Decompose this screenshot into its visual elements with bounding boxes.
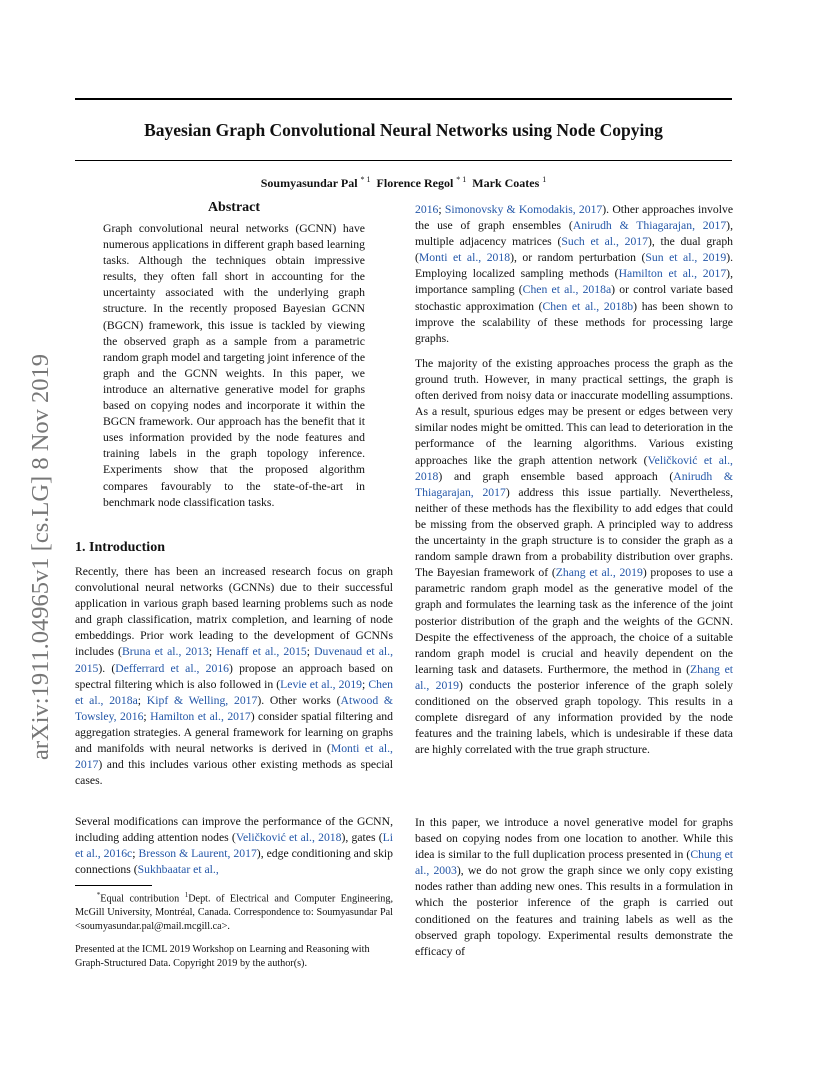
paragraph-text: ). Other works (	[257, 693, 341, 707]
citation-link[interactable]: Chung et al., 2003	[415, 848, 734, 878]
citation-link[interactable]: Atwood & Towsley, 2016	[75, 693, 394, 723]
paragraph-text: Several modifications can improve the performance of the GCNN, including adding attention nodes (	[75, 815, 393, 845]
citation-link[interactable]: Bresson & Laurent, 2017	[138, 847, 257, 861]
paragraph-text: ) conducts the posterior inference of the graph solely conditioned on the observed graph topology. This results in a complete disregard of any information provided by the node features and the training labels, which is undesirable if these data are highly correlated with the true graph structure.	[415, 678, 733, 757]
paragraph-text: ), multiple adjacency matrices (	[415, 219, 733, 249]
citation-link[interactable]: Simonovsky & Komodakis, 2017	[444, 203, 603, 216]
citation-link[interactable]: Hamilton et al., 2017	[150, 709, 251, 723]
citation-link[interactable]: 2016	[415, 203, 439, 216]
citation-link[interactable]: Levie et al., 2019	[280, 677, 363, 691]
citation-link[interactable]: Chen et al., 2018a	[75, 677, 394, 707]
author-affiliation-mark: * 1	[456, 175, 467, 184]
venue-note: Presented at the ICML 2019 Workshop on Learning and Reasoning with Graph-Structured Data. Copyright 2019 by the author(s).	[75, 944, 370, 969]
paragraph-text: ) or control variate based stochastic approximation (	[415, 283, 733, 313]
paragraph-text: ), the dual graph (	[415, 235, 734, 265]
paragraph-text: ;	[208, 645, 217, 659]
paragraph-text: ), gates (	[341, 831, 383, 845]
paragraph-text: ) and this includes various other existing methods as special cases.	[75, 758, 393, 788]
citation-link[interactable]: Duvenaud et al., 2015	[75, 645, 394, 675]
paragraph-text: ) propose an approach based on spectral filtering which is also followed in (	[75, 661, 393, 691]
footnote-text: Equal contribution	[100, 893, 185, 905]
paper-title: Bayesian Graph Convolutional Neural Networks using Node Copying	[144, 120, 663, 140]
title-rule	[75, 160, 732, 161]
paragraph-text: ), or random perturbation (	[510, 251, 646, 265]
abstract-text: Graph convolutional neural networks (GCNN) have numerous applications in different graph based learning tasks. Although the techniques obtain impressive results, they often fall short in accounting for the uncertainty associated with the underlying graph structure. In the recently proposed Bayesian GCNN (BGCN) framework, this issue is tackled by viewing the observed graph as a sample from a parametric random graph model and targeting joint inference of the graph and the GCNN weights. In this paper, we introduce an alternative generative model for graphs based on copying nodes and incorporate it within the BGCN framework. Our approach has the benefit that it uses information provided by the node features and training labels in the graph topology inference. Experiments show that the proposed algorithm compares favourably to the state-of-the-art in benchmark node classification tasks.	[103, 222, 366, 509]
citation-link[interactable]: Li et al., 2016c	[75, 831, 393, 861]
author-affiliation-mark: 1	[542, 175, 547, 184]
citation-link[interactable]: Chen et al., 2018a	[522, 283, 612, 297]
paragraph-text: ;	[137, 693, 147, 707]
author-name: Mark Coates	[472, 176, 540, 190]
section-heading: 1. Introduction	[75, 540, 165, 555]
footnote-mark: *	[96, 891, 101, 899]
author-name: Soumyasundar Pal	[260, 176, 358, 190]
paragraph-text: ;	[306, 645, 315, 659]
citation-link[interactable]: Zhang et al., 2019	[555, 566, 643, 580]
paragraph-text: ), edge conditioning and skip connections (	[75, 847, 394, 877]
citation-link[interactable]: Chen et al., 2018b	[542, 299, 634, 313]
citation-link[interactable]: Anirudh & Thiagarajan, 2017	[415, 469, 734, 499]
paragraph	[415, 815, 733, 960]
paragraph-text: ). (	[98, 661, 116, 675]
footnote-rule	[75, 885, 152, 886]
paragraph-text: ) and graph ensemble based approach (	[438, 469, 674, 483]
paragraph-text: ). Other approaches involve the use of graph ensembles (	[415, 203, 734, 233]
citation-link[interactable]: Sun et al., 2019	[645, 251, 727, 265]
paragraph-text: ), we do not grow the graph since we only copy existing nodes rather than adding new ones. This results in a formulation in which the posterior inference of the graph is carried out conditioned on the features and training labels as well as the observed graph topology. Experimental results demonstrate the efficacy of	[415, 864, 733, 958]
paragraph-text: ;	[143, 709, 151, 723]
paragraph	[415, 202, 733, 347]
paragraph-text: ) proposes to use a parametric random graph model as the generative model of the graph and formulates the learning task as the inference of the joint posterior distribution of the graph and the weights of the GCNN. Despite the effectiveness of the approach, the choice of a suitable random graph model is crucial and heavily dependent on the learning task and datasets. Furthermore, the method in (	[415, 566, 733, 676]
paragraph-text: ;	[362, 677, 369, 691]
citation-link[interactable]: Henaff et al., 2015	[216, 645, 307, 659]
footnote-text: Dept. of Electrical and Computer Engineering, McGill University, Montréal, Canada. Correspondence to: Soumyasundar Pal <soumyasundar.pal@mail.mcgill.ca>.	[75, 893, 394, 932]
citation-link[interactable]: Hamilton et al., 2017	[618, 267, 727, 281]
footnote	[75, 889, 393, 934]
citation-link[interactable]: Monti et al., 2017	[75, 742, 393, 772]
citation-link[interactable]: Defferrard et al., 2016	[115, 661, 230, 675]
citation-link[interactable]: Zhang et al., 2019	[415, 662, 734, 692]
author-list	[75, 175, 732, 191]
paragraph-text: ;	[132, 847, 139, 861]
top-rule	[75, 98, 732, 100]
citation-link[interactable]: Sukhbaatar et al.,	[137, 863, 219, 877]
paragraph-text: Recently, there has been an increased research focus on graph convolutional neural networks (GCNNs) due to their successful application in various graph based learning problems such as node and graph classification, matrix completion, and learning of node embeddings. Prior work leading to the development of GCNNs includes (	[75, 565, 393, 659]
paragraph-text: ) address this issue partially. Nevertheless, neither of these methods has the flexibility to add edges that could be missing from the observed graph. A principled way to address the uncertainty in the graph structure is to consider the graph as a random sample drawn from a probability distribution over graphs. The Bayesian framework of (	[415, 485, 734, 580]
paragraph-text: ). Employing localized sampling methods (	[415, 251, 734, 281]
citation-link[interactable]: Veličković et al., 2018	[235, 831, 342, 845]
paragraph-text: ), importance sampling (	[415, 267, 733, 297]
abstract-heading: Abstract	[207, 200, 261, 215]
arxiv-stamp	[21, 290, 53, 760]
paragraph-text: In this paper, we introduce a novel generative model for graphs based on copying nodes from one location to another. While this idea is similar to the full duplication process presented in (	[415, 816, 733, 862]
author-affiliation-mark: * 1	[360, 175, 371, 184]
author-name: Florence Regol	[376, 176, 454, 190]
citation-link[interactable]: Anirudh & Thiagarajan, 2017	[572, 219, 727, 233]
footnote-mark: 1	[184, 891, 189, 899]
paragraph-text: The majority of the existing approaches process the graph as the ground truth. However, in many practical settings, the graph is often derived from noisy data or inaccurate modelling assumptions. As a result, spurious edges may be present or edges between very similar nodes might be omitted. This can lead to deterioration in the performance of the learning algorithms. Various existing approaches like the graph attention network (	[415, 357, 733, 467]
paragraph-text: ) has been shown to improve the scalability of these methods for processing large graphs.	[415, 299, 733, 345]
citation-link[interactable]: Bruna et al., 2013	[121, 645, 209, 659]
paragraph	[75, 564, 393, 789]
citation-link[interactable]: Kipf & Welling, 2017	[146, 693, 258, 707]
arxiv-id: arXiv:1911.04965v1 [cs.LG] 8 Nov 2019	[27, 353, 54, 760]
citation-link[interactable]: Such et al., 2017	[561, 235, 648, 249]
paragraph	[75, 814, 393, 878]
citation-link[interactable]: Monti et al., 2018	[418, 251, 511, 265]
paragraph	[415, 356, 733, 758]
citation-link[interactable]: Veličković et al., 2018	[415, 453, 733, 483]
paragraph-text: ;	[438, 203, 445, 216]
paragraph-text: ) consider spatial filtering and aggregation strategies. A general framework for learning on graphs and manifolds with neural networks is derived in (	[75, 709, 393, 756]
